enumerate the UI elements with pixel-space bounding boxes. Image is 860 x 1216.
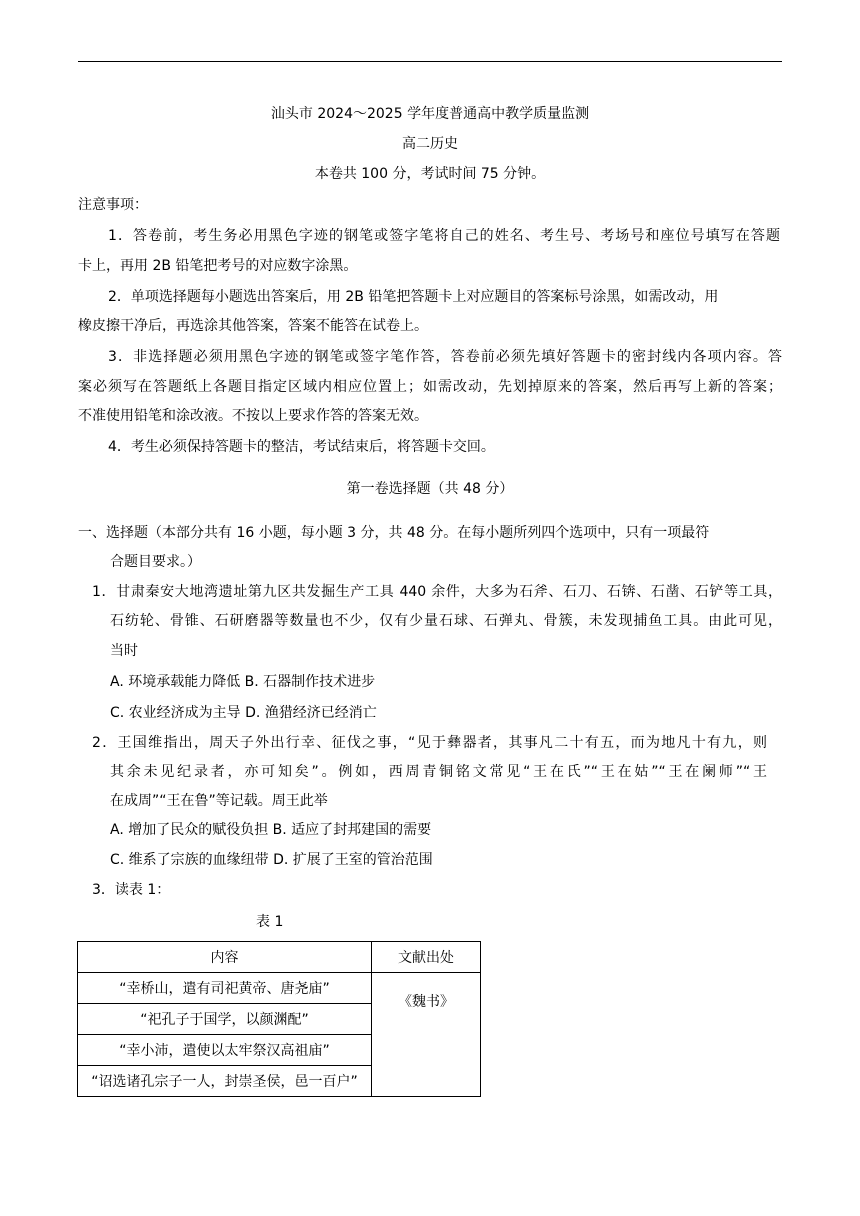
table-row bbox=[78, 973, 481, 1004]
exam-subject: 高二历史 bbox=[402, 136, 458, 152]
table-caption: 表 1 bbox=[256, 914, 284, 930]
question-2-option-line-1: A. 增加了民众的赋役负担 B. 适应了封邦建国的需要 bbox=[110, 822, 432, 838]
notice-item-3-line-2: 案必须写在答题纸上各题目指定区域内相应位置上；如需改动，先划掉原来的答案，然后再写上新的答案； bbox=[78, 379, 782, 395]
question-1-stem-line-2: 石纺轮、骨锥、石研磨器等数量也不少，仅有少量石球、石弹丸、骨簇，未发现捕鱼工具。由此可见， bbox=[110, 613, 782, 629]
notice-item-2-line-1: 2．单项选择题每小题选出答案后，用 2B 铅笔把答题卡上对应题目的答案标号涂黑，如需改动，用 bbox=[108, 289, 719, 305]
notice-item-4-line-1: 4．考生必须保持答题卡的整洁，考试结束后，将答题卡交回。 bbox=[108, 439, 495, 455]
source-table bbox=[77, 941, 481, 1097]
section-title: 第一卷选择题（共 48 分） bbox=[346, 481, 514, 497]
table-header-row bbox=[78, 942, 481, 973]
table-header-source: 文献出处 bbox=[372, 942, 481, 973]
question-1-stem-line-3: 当时 bbox=[110, 643, 138, 659]
table-cell-source: 《魏书》 bbox=[372, 973, 481, 1097]
notice-item-1-line-2: 卡上，再用 2B 铅笔把考号的对应数字涂黑。 bbox=[78, 258, 358, 274]
exam-title: 汕头市 2024～2025 学年度普通高中教学质量监测 bbox=[270, 106, 590, 122]
header-rule bbox=[78, 61, 782, 62]
exam-info: 本卷共 100 分，考试时间 75 分钟。 bbox=[314, 166, 546, 182]
notice-item-2-line-2: 橡皮擦干净后，再选涂其他答案，答案不能答在试卷上。 bbox=[78, 318, 428, 334]
section-instruction-line-1: 一、选择题（本部分共有 16 小题，每小题 3 分，共 48 分。在每小题所列四个选项中，只有一项最符 bbox=[78, 525, 710, 541]
notice-item-3-line-1: 3．非选择题必须用黑色字迹的钢笔或签字笔作答，答卷前必须先填好答题卡的密封线内各项内容。答 bbox=[108, 349, 782, 365]
question-2-option-line-2: C. 维系了宗族的血缘纽带 D. 扩展了王室的管治范围 bbox=[110, 852, 433, 868]
table-cell-content: “幸小沛，遣使以太牢祭汉高祖庙” bbox=[78, 1035, 372, 1066]
notice-item-1-line-1: 1．答卷前，考生务必用黑色字迹的钢笔或签字笔将自己的姓名、考生号、考场号和座位号填写在答题 bbox=[108, 228, 780, 244]
question-2-stem-line-1: 2．王国维指出，周天子外出行幸、征伐之事，“见于彝器者，其事凡二十有五，而为地凡十有九，则 bbox=[92, 735, 767, 751]
table-header-content: 内容 bbox=[78, 942, 372, 973]
table-cell-content: “幸桥山，遣有司祀黄帝、唐尧庙” bbox=[78, 973, 372, 1004]
notice-heading: 注意事项： bbox=[78, 197, 148, 213]
question-3-stem: 3．读表 1： bbox=[92, 882, 171, 898]
question-2-stem-line-3: 在成周”“王在鲁”等记载。周王此举 bbox=[110, 793, 328, 809]
table-cell-content: “诏选诸孔宗子一人，封崇圣侯，邑一百户” bbox=[78, 1066, 372, 1097]
table-cell-content: “祀孔子于国学，以颜渊配” bbox=[78, 1004, 372, 1035]
question-1-option-line-1: A. 环境承载能力降低 B. 石器制作技术进步 bbox=[110, 674, 376, 690]
notice-item-3-line-3: 不准使用铅笔和涂改液。不按以上要求作答的答案无效。 bbox=[78, 408, 428, 424]
question-1-option-line-2: C. 农业经济成为主导 D. 渔猎经济已经消亡 bbox=[110, 705, 377, 721]
section-instruction-line-2: 合题目要求。） bbox=[110, 554, 201, 570]
question-1-stem-line-1: 1．甘肃秦安大地湾遗址第九区共发掘生产工具 440 余件，大多为石斧、石刀、石锛、石凿、石铲等工具， bbox=[92, 584, 782, 600]
question-2-stem-line-2: 其余未见纪录者，亦可知矣”。例如，西周青铜铭文常见“王在氏”“王在姑”“王在阑师”“王 bbox=[110, 764, 767, 780]
